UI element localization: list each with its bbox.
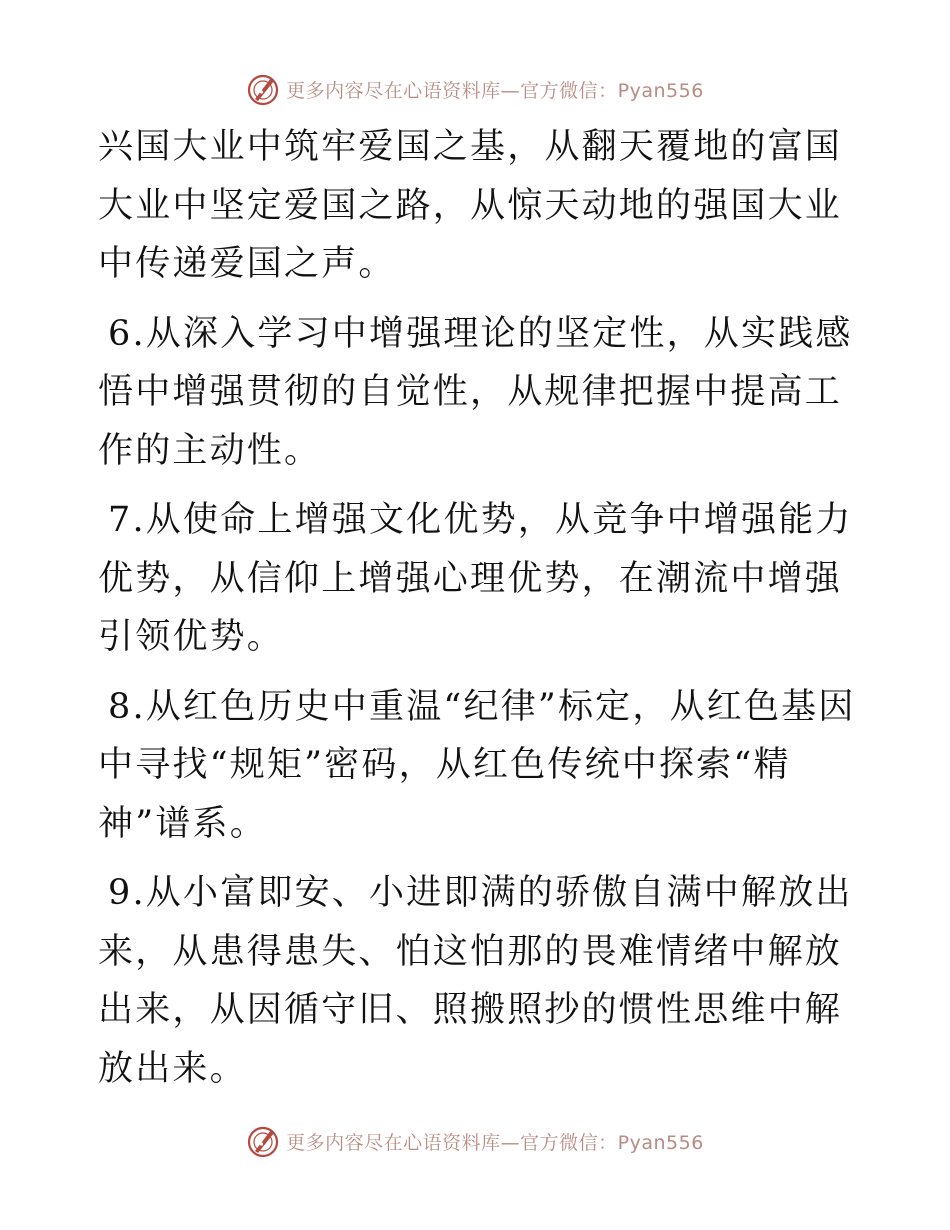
paragraph-6 <box>98 305 858 481</box>
paragraph-continued <box>98 118 858 294</box>
paragraph-number: 7. <box>108 500 146 540</box>
paragraph-7 <box>98 491 858 667</box>
pen-nib-logo-icon <box>246 72 280 106</box>
paragraph-number: 9. <box>108 873 146 913</box>
paragraph-text: 从小富即安、小进即满的骄傲自满中解放出来，从患得患失、怕这怕那的畏难情绪中解放出来，从因循守旧、照搬照抄的惯性思维中解放出来。 <box>98 873 853 1089</box>
pen-nib-logo-icon <box>246 1124 280 1158</box>
paragraph-number: 8. <box>108 686 146 727</box>
document-body <box>98 118 858 1109</box>
header-banner <box>0 72 950 106</box>
paragraph-9 <box>98 864 858 1098</box>
header-banner-text: 更多内容尽在心语资料库—官方微信：Pyan556 <box>286 79 704 102</box>
paragraph-text: 从深入学习中增强理论的坚定性，从实践感悟中增强贯彻的自觉性，从规律把握中提高工作的主动性。 <box>98 313 853 471</box>
paragraph-8 <box>98 678 858 854</box>
paragraph-text: 兴国大业中筑牢爱国之基，从翻天覆地的富国大业中坚定爱国之路，从惊天动地的强国大业中传递爱国之声。 <box>98 127 843 284</box>
paragraph-number: 6. <box>108 313 146 354</box>
paragraph-text: 从使命上增强文化优势，从竞争中增强能力优势，从信仰上增强心理优势，在潮流中增强引领优势。 <box>98 500 853 657</box>
paragraph-text: 从红色历史中重温“纪律”标定，从红色基因中寻找“规矩”密码，从红色传统中探索“精神”谱系。 <box>98 686 856 844</box>
footer-banner-text: 更多内容尽在心语资料库—官方微信：Pyan556 <box>286 1131 704 1154</box>
footer-banner <box>0 1124 950 1158</box>
